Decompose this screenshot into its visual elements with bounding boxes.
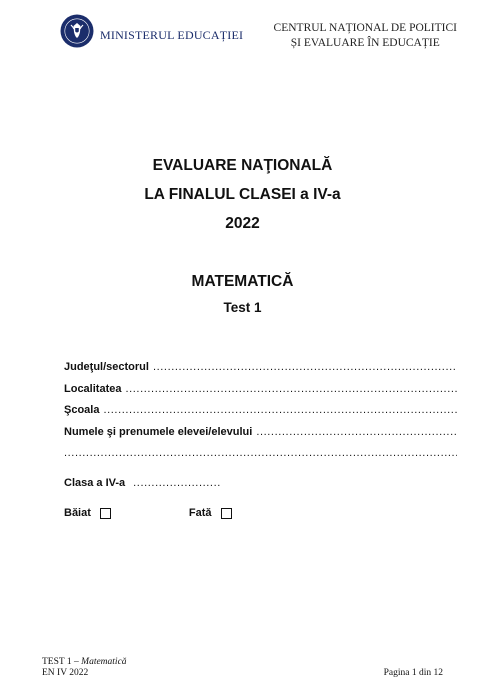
evaluation-center-name [274, 21, 457, 51]
footer-page-number: Pagina 1 din 12 [383, 668, 443, 678]
footer-code: EN IV 2022 [42, 668, 89, 678]
student-name-field[interactable] [64, 426, 457, 448]
title-line-2: LA FINALUL CLASEI a IV-a [144, 186, 341, 203]
locality-dotted-line[interactable] [125, 383, 457, 395]
school-dotted-line[interactable] [103, 404, 457, 416]
subject-block [0, 269, 485, 321]
class-label: Clasa a IV-a [64, 476, 126, 489]
class-dotted-line[interactable]: ........................ [133, 476, 221, 489]
boy-option[interactable] [64, 507, 111, 519]
test-number: Test 1 [223, 300, 262, 315]
footer-test-subject: Matematică [81, 657, 127, 667]
girl-checkbox[interactable] [221, 508, 232, 519]
class-field[interactable] [64, 477, 457, 499]
footer-test-line [42, 657, 127, 668]
boy-checkbox[interactable] [100, 508, 111, 519]
school-field[interactable] [64, 404, 457, 426]
student-name-dotted-line[interactable] [256, 426, 457, 438]
title-line-1: EVALUARE NAŢIONALĂ [152, 157, 333, 174]
county-dotted-line[interactable] [153, 361, 457, 373]
locality-field[interactable] [64, 383, 457, 405]
title-year: 2022 [225, 215, 260, 232]
student-name-label: Numele şi prenumele elevei/elevului [64, 425, 253, 438]
student-name-dotted-line-2[interactable] [64, 447, 457, 459]
girl-label: Fată [188, 507, 212, 519]
county-field[interactable] [64, 361, 457, 383]
footer-left [42, 657, 127, 679]
locality-label: Localitatea [64, 382, 122, 395]
center-name-line-1: CENTRUL NAȚIONAL DE POLITICI [273, 22, 457, 34]
exam-title [0, 151, 485, 238]
school-label: Şcoala [64, 404, 100, 416]
student-form [64, 361, 457, 523]
government-seal-icon [60, 14, 94, 48]
county-label: Judeţul/sectorul [64, 361, 149, 373]
boy-label: Băiat [64, 507, 91, 519]
subject-name: MATEMATICĂ [191, 273, 294, 290]
center-name-line-2: ȘI EVALUARE ÎN EDUCAȚIE [290, 37, 440, 49]
footer-test-prefix: TEST 1 – [42, 657, 82, 667]
girl-option[interactable] [189, 507, 232, 519]
student-name-continuation[interactable] [64, 447, 457, 469]
ministry-name: MINISTERUL EDUCAȚIEI [100, 28, 244, 42]
page-header [0, 12, 485, 52]
gender-row [64, 503, 457, 523]
